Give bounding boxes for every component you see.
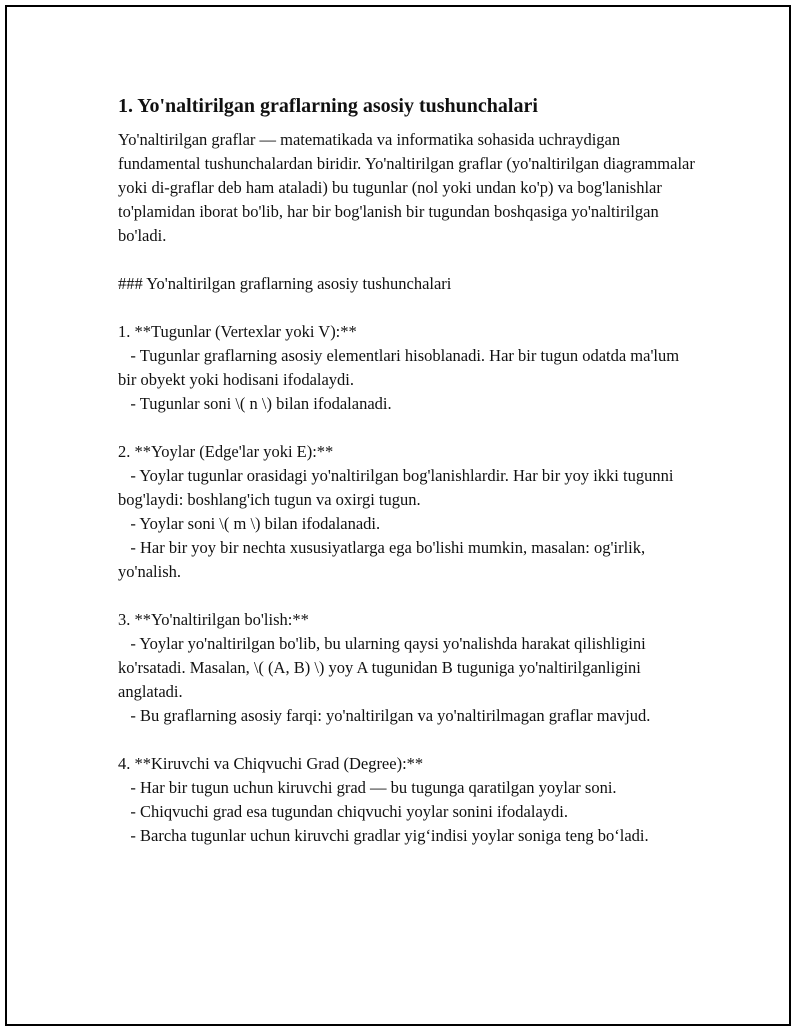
spacer	[118, 248, 698, 272]
section-line: - Yoylar tugunlar orasidagi yo'naltirilgan bog'lanishlardir. Har bir yoy ikki tugunni bog'laydi: boshlang'ich tugun va oxirgi tugun.	[118, 466, 678, 509]
spacer	[118, 584, 698, 608]
section-heading-tugunlar: 1. **Tugunlar (Vertexlar yoki V):**	[118, 322, 357, 341]
section-line: - Tugunlar soni \( n \) bilan ifodalanadi.	[118, 394, 392, 413]
section-line: - Yoylar yo'naltirilgan bo'lib, bu ularning qaysi yo'nalishda harakat qilishligini ko'rsatadi. Masalan, \( (A, B) \) yoy A tugunidan B tuguniga yo'naltirilganligini anglatadi.	[118, 634, 650, 701]
section-line: - Barcha tugunlar uchun kiruvchi gradlar yig‘indisi yoylar soniga teng bo‘ladi.	[118, 826, 649, 845]
section-line: - Chiqvuchi grad esa tugundan chiqvuchi yoylar sonini ifodalaydi.	[118, 802, 568, 821]
spacer	[118, 728, 698, 752]
section-line: - Har bir yoy bir nechta xususiyatlarga ega bo'lishi mumkin, masalan: og'irlik, yo'nalish.	[118, 538, 650, 581]
section-heading-grad: 4. **Kiruvchi va Chiqvuchi Grad (Degree):**	[118, 754, 424, 773]
document-body	[118, 92, 698, 848]
document-title: 1. Yo'naltirilgan graflarning asosiy tushunchalari	[118, 95, 538, 117]
section-line: - Bu graflarning asosiy farqi: yo'naltirilgan va yo'naltirilmagan graflar mavjud.	[118, 706, 651, 725]
subheading: ### Yo'naltirilgan graflarning asosiy tushunchalari	[118, 274, 452, 293]
section-heading-yoylar: 2. **Yoylar (Edge'lar yoki E):**	[118, 442, 334, 461]
section-line: - Tugunlar graflarning asosiy elementlari hisoblanadi. Har bir tugun odatda ma'lum bir obyekt yoki hodisani ifodalaydi.	[118, 346, 684, 389]
spacer	[118, 296, 698, 320]
spacer	[118, 416, 698, 440]
section-heading-yonaltirilgan: 3. **Yo'naltirilgan bo'lish:**	[118, 610, 309, 629]
section-line: - Har bir tugun uchun kiruvchi grad — bu tugunga qaratilgan yoylar soni.	[118, 778, 617, 797]
intro-paragraph: Yo'naltirilgan graflar — matematikada va informatika sohasida uchraydigan fundamental tushunchalardan biridir. Yo'naltirilgan graflar (yo'naltirilgan diagrammalar yoki di-graflar deb ham ataladi) bu tugunlar (nol yoki undan ko'p) va bog'lanishlar to'plamidan iborat bo'lib, har bir bog'lanish bir tugundan boshqasiga yo'naltirilgan bo'ladi.	[118, 130, 699, 245]
section-line: - Yoylar soni \( m \) bilan ifodalanadi.	[118, 514, 381, 533]
